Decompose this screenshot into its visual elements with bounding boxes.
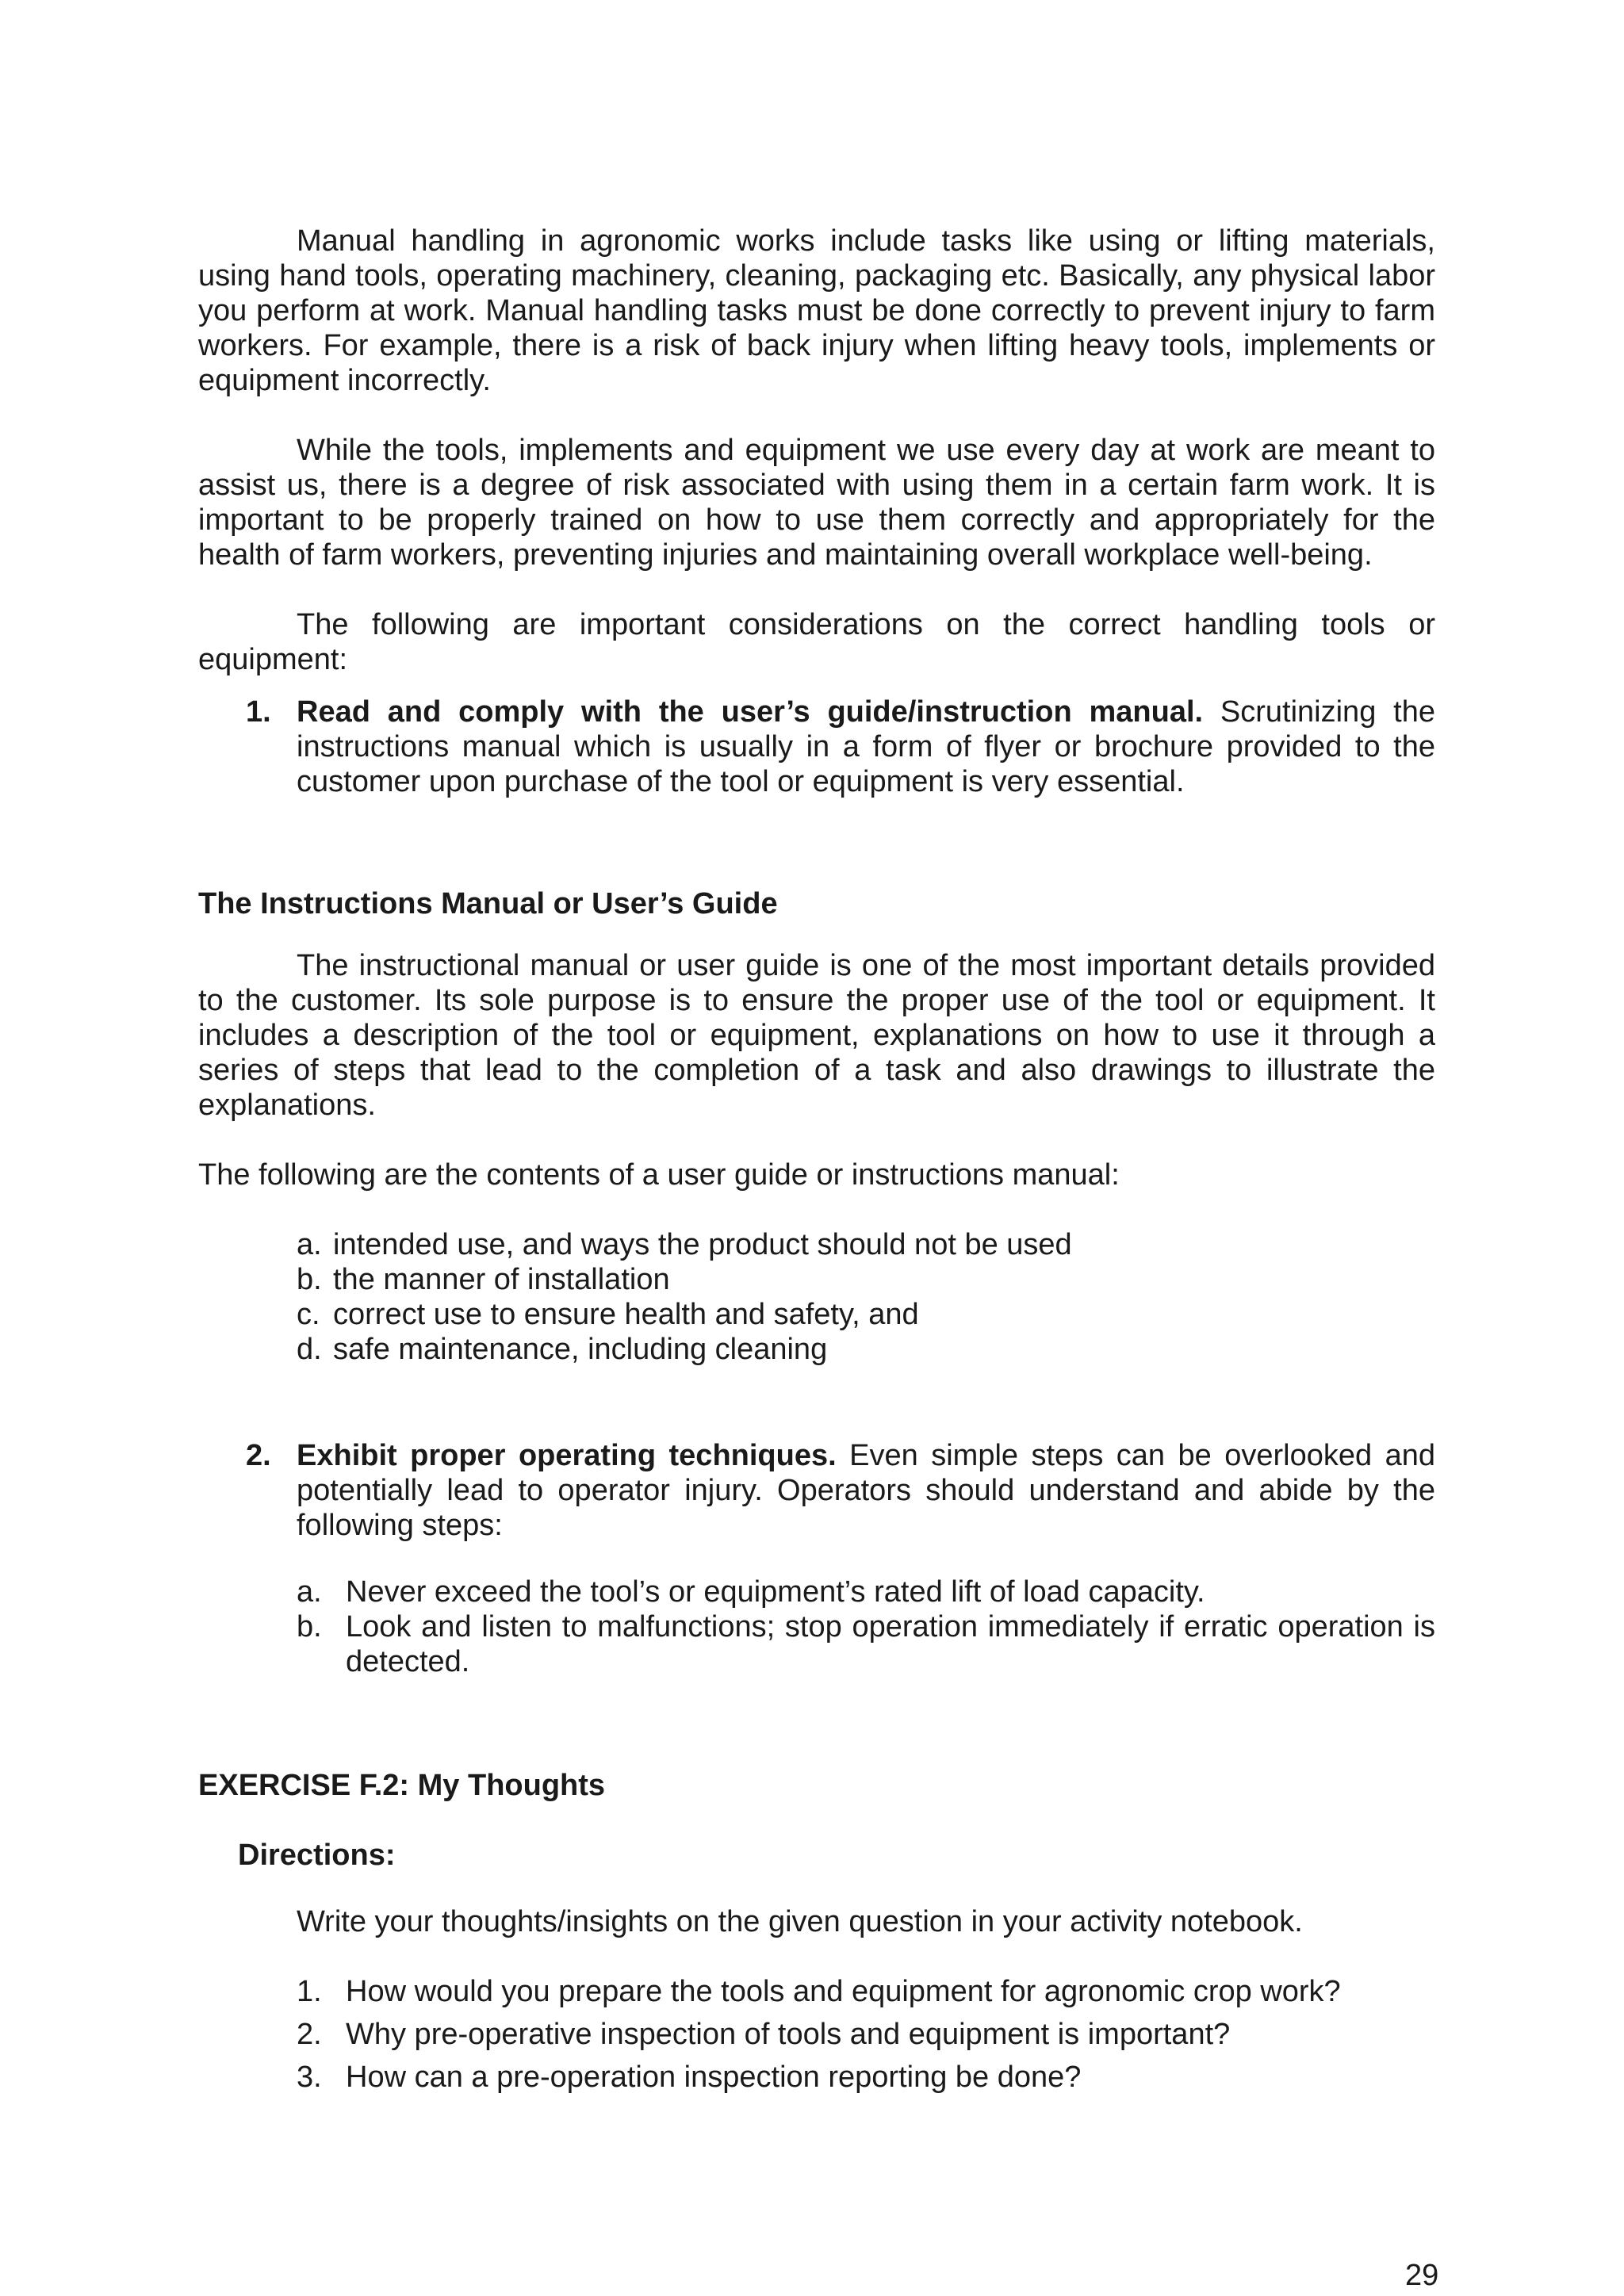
paragraph-manual-handling: Manual handling in agronomic works include tasks like using or lifting materials, using hand tools, operating machinery, cleaning, packaging etc. Basically, any physical labor you perform at work. Manual handling tasks must be done correctly to prevent injury to farm workers. For example, there is a risk of back injury when lifting heavy tools, implements or equipment incorrectly. — [198, 224, 1435, 397]
directions-text: Write your thoughts/insights on the given question in your activity notebook. — [297, 1905, 1303, 1938]
exercise-heading: EXERCISE F.2: My Thoughts — [198, 1769, 606, 1802]
list-item: 2. Why pre-operative inspection of tools and equipment is important? — [297, 2018, 1231, 2051]
list-item: d. safe maintenance, including cleaning — [297, 1333, 828, 1366]
list-item: a. intended use, and ways the product should not be used — [297, 1228, 1072, 1261]
operating-steps-list — [198, 1575, 1435, 1679]
paragraph-tools-risk: While the tools, implements and equipment we use every day at work are meant to assist us, there is a degree of risk associated with using them in a certain farm work. It is important to be properly trained on how to use them correctly and appropriately for the health of farm workers, preventing injuries and maintaining overall workplace well-being. — [198, 434, 1435, 572]
consideration-item-1 — [198, 695, 1435, 799]
manual-contents-list — [198, 1227, 1435, 1367]
exercise-questions-list — [198, 1974, 1435, 2095]
document-page — [198, 224, 1435, 2103]
list-item: 3. How can a pre-operation inspection reporting be done? — [297, 2061, 1082, 2094]
paragraph-instructional-manual: The instructional manual or user guide is one of the most important details provided to the customer. Its sole purpose is to ensure the proper use of the tool or equipment. It includes a description of the tool or equipment, explanations on how to use it through a series of steps that lead to the completion of a task and also drawings to illustrate the explanations. — [198, 949, 1435, 1122]
paragraph-contents-intro: The following are the contents of a user guide or instructions manual: — [198, 1158, 1120, 1192]
item-number: 1. — [246, 695, 271, 729]
item-number: 2. — [246, 1439, 271, 1472]
page-number: 29 — [1405, 2259, 1439, 2292]
paragraph-considerations-intro: The following are important considerations on the correct handling tools or equipment: — [198, 608, 1435, 676]
section-heading-instructions-manual: The Instructions Manual or User’s Guide — [198, 887, 778, 920]
item-lead-text: Read and comply with the user’s guide/instruction manual. — [297, 695, 1204, 729]
list-item: b. Look and listen to malfunctions; stop operation immediately if erratic operation is detected. — [297, 1610, 1435, 1678]
item-body-text: Even simple steps can be overlooked and potentially lead to operator injury. Operators should understand and abide by the following steps: — [297, 1439, 1436, 1542]
consideration-item-2 — [198, 1438, 1435, 1543]
directions-label: Directions: — [238, 1839, 396, 1872]
list-item: b. the manner of installation — [297, 1263, 670, 1296]
item-body-text: Scrutinizing the instructions manual which is usually in a form of flyer or brochure provided to the customer upon purchase of the tool or equipment is very essential. — [297, 695, 1435, 798]
list-item: 1. How would you prepare the tools and equipment for agronomic crop work? — [297, 1975, 1341, 2008]
item-lead-text: Exhibit proper operating techniques. — [297, 1439, 837, 1472]
list-item: c. correct use to ensure health and safety, and — [297, 1298, 919, 1331]
list-item: a. Never exceed the tool’s or equipment’s rated lift of load capacity. — [297, 1575, 1205, 1609]
